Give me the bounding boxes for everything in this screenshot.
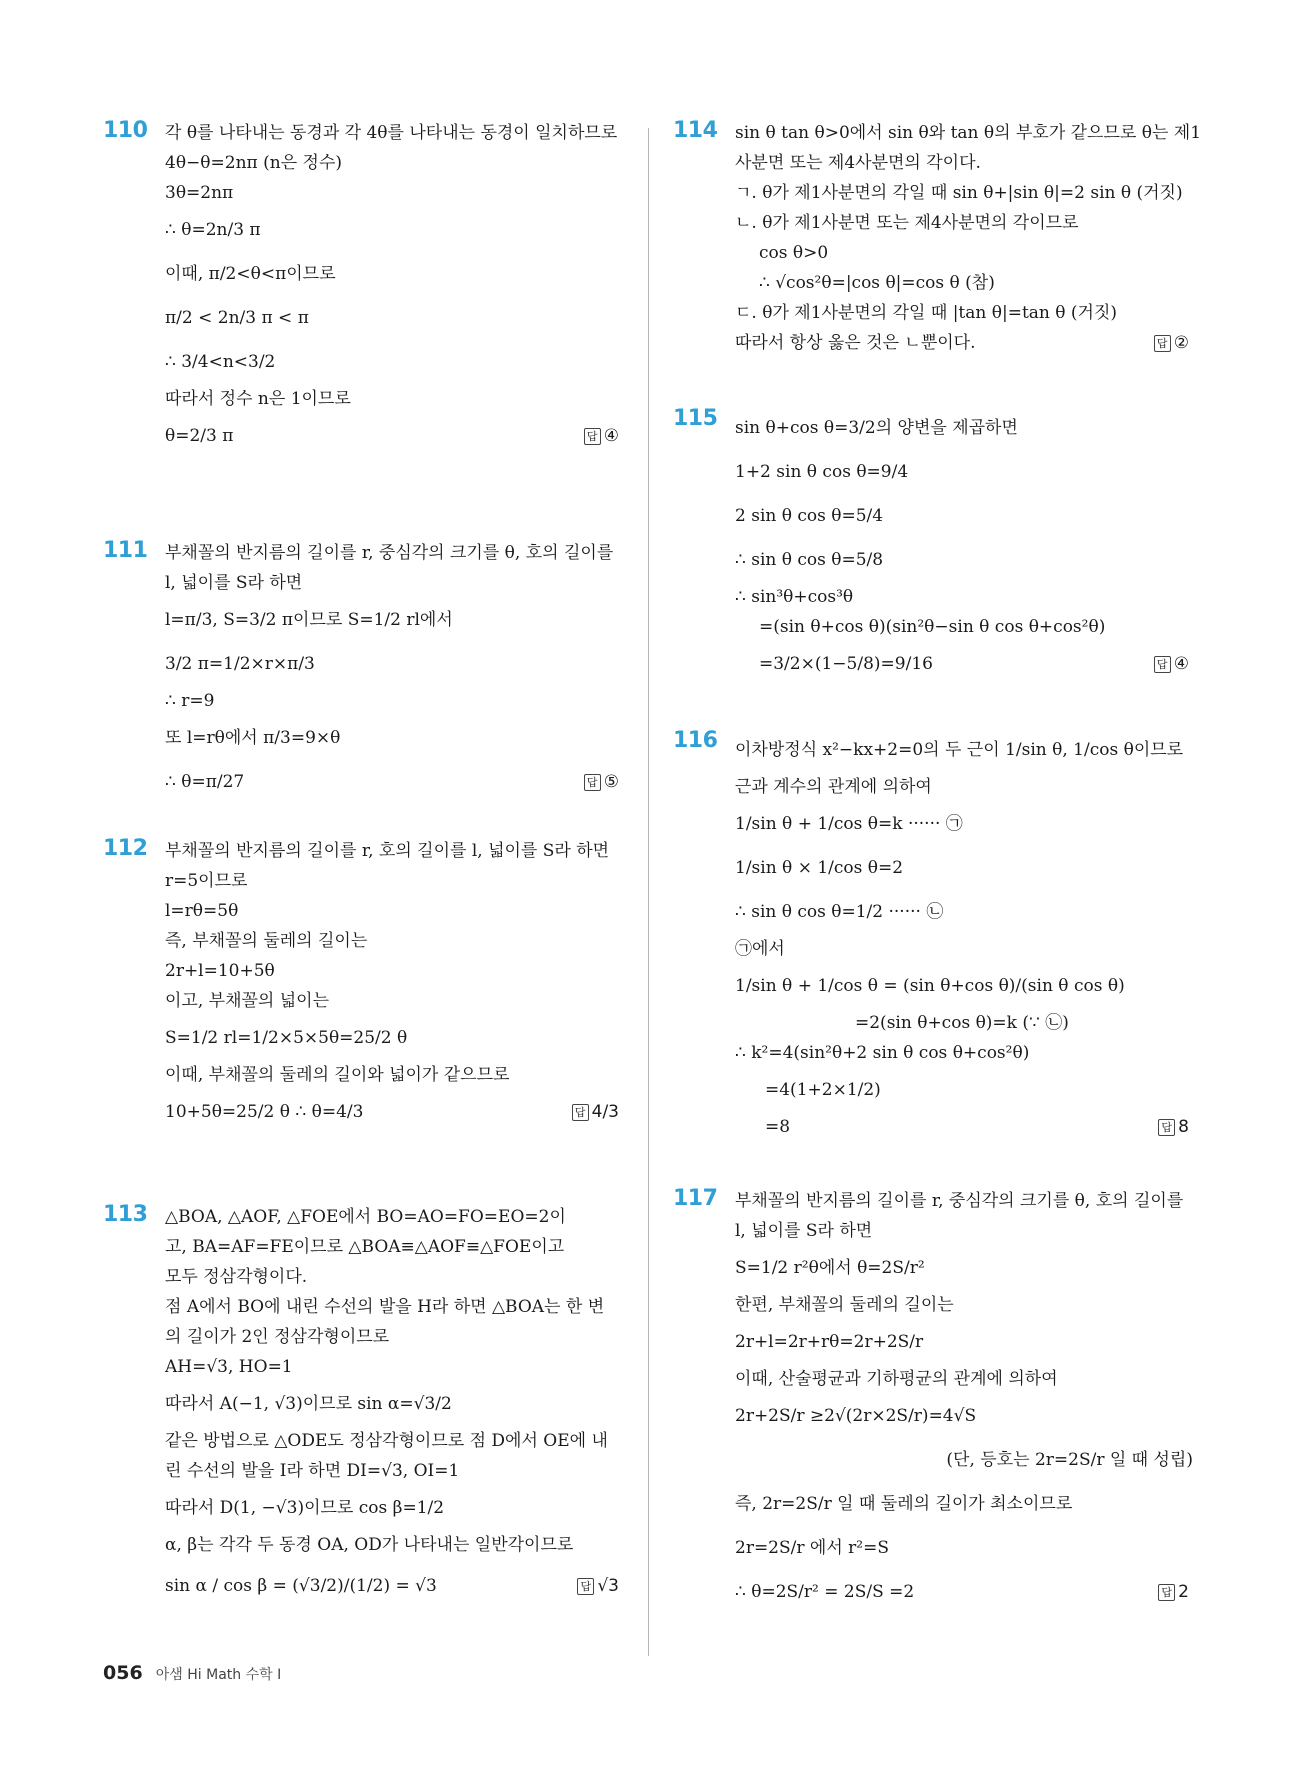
solution-text: 따라서 항상 옳은 것은 ㄴ뿐이다. <box>735 333 976 353</box>
answer <box>572 1090 619 1134</box>
solution-line <box>735 1570 1193 1614</box>
solution-line: 린 수선의 발을 I라 하면 DI=√3, OI=1 <box>165 1461 460 1481</box>
page-footer <box>103 1662 281 1684</box>
solution-line: 사분면 또는 제4사분면의 각이다. <box>735 153 981 173</box>
solution-body <box>735 406 1193 686</box>
solution-line: 같은 방법으로 △ODE도 정삼각형이므로 점 D에서 OE에 내 <box>165 1431 608 1451</box>
answer-icon: 답 <box>572 1104 589 1121</box>
problem-number: 113 <box>103 1202 148 1227</box>
solution-line: r=5이므로 <box>165 871 248 891</box>
solution-line: 1+2 sin θ cos θ=9/4 <box>735 462 909 482</box>
answer-icon: 답 <box>1158 1584 1175 1601</box>
book-title: 아샘 Hi Math 수학 I <box>155 1667 282 1683</box>
solution-line: 4θ−θ=2nπ (n은 정수) <box>165 153 342 173</box>
problem-number: 117 <box>673 1186 718 1211</box>
solution-line: l=rθ=5θ <box>165 901 239 921</box>
solution-line: 각 θ를 나타내는 동경과 각 4θ를 나타내는 동경이 일치하므로 <box>165 123 618 143</box>
solution-line: 따라서 정수 n은 1이므로 <box>165 389 351 409</box>
solution-line <box>165 760 623 804</box>
solution-line: cos θ>0 <box>759 243 829 263</box>
solution-line: 점 A에서 BO에 내린 수선의 발을 H라 하면 △BOA는 한 변 <box>165 1297 605 1317</box>
solution-line: l, 넓이를 S라 하면 <box>735 1221 873 1241</box>
solution-text: θ=2/3 π <box>165 426 234 446</box>
solution-line: ∴ sin³θ+cos³θ <box>735 587 854 607</box>
solution-line: =2(sin θ+cos θ)=k (∵ ㉡) <box>855 1013 1069 1033</box>
solution-line: 1/sin θ + 1/cos θ=k ······ ㉠ <box>735 814 963 834</box>
solution-line: 3/2 π=1/2×r×π/3 <box>165 654 315 674</box>
solution-line <box>735 328 1193 358</box>
solution-line: ∴ sin θ cos θ=1/2 ······ ㉡ <box>735 902 944 922</box>
problem-number: 111 <box>103 538 148 563</box>
answer <box>1154 328 1189 358</box>
solution-line: sin θ tan θ>0에서 sin θ와 tan θ의 부호가 같으므로 θ는 제1 <box>735 123 1202 143</box>
solution-line: 모두 정삼각형이다. <box>165 1267 308 1287</box>
solution-body <box>165 1202 623 1612</box>
solution-line: 고, BA=AF=FE이므로 △BOA≡△AOF≡△FOE이고 <box>165 1237 565 1257</box>
solution-line: 즉, 부채꼴의 둘레의 길이는 <box>165 931 368 951</box>
solution-body <box>735 728 1193 1142</box>
solution-line: 부채꼴의 반지름의 길이를 r, 중심각의 크기를 θ, 호의 길이를 <box>735 1191 1184 1211</box>
solution-line: ∴ r=9 <box>165 691 215 711</box>
solution-line <box>165 1090 623 1134</box>
solution-line: 이차방정식 x²−kx+2=0의 두 근이 1/sin θ, 1/cos θ이므로 <box>735 740 1184 760</box>
solution-line: 즉, 2r=2S/r 일 때 둘레의 길이가 최소이므로 <box>735 1494 1073 1514</box>
page-number: 056 <box>103 1662 143 1684</box>
solution-line: AH=√3, HO=1 <box>165 1357 293 1377</box>
solution-text: =8 <box>765 1117 791 1137</box>
solution-body <box>165 118 623 458</box>
solution-line: 이때, 부채꼴의 둘레의 길이와 넓이가 같으므로 <box>165 1065 510 1085</box>
solution-line: ㄷ. θ가 제1사분면의 각일 때 |tan θ|=tan θ (거짓) <box>735 303 1118 323</box>
solution-text: sin α / cos β = (√3/2)/(1/2) = √3 <box>165 1576 437 1596</box>
answer-value: ② <box>1173 333 1189 353</box>
solution-line: ∴ k²=4(sin²θ+2 sin θ cos θ+cos²θ) <box>735 1043 1030 1063</box>
answer-icon: 답 <box>584 774 601 791</box>
solution-line: 의 길이가 2인 정삼각형이므로 <box>165 1327 390 1347</box>
solution-text: =3/2×(1−5/8)=9/16 <box>759 654 933 674</box>
solution-line: 2r+l=10+5θ <box>165 961 275 981</box>
solution-line: 2r+l=2r+rθ=2r+2S/r <box>735 1332 924 1352</box>
solution-line: sin θ+cos θ=3/2의 양변을 제곱하면 <box>735 418 1018 438</box>
solution-line: 이때, π/2<θ<π이므로 <box>165 264 336 284</box>
solution-line: 2 sin θ cos θ=5/4 <box>735 506 884 526</box>
solution-line: 3θ=2nπ <box>165 183 234 203</box>
solution-text: ∴ θ=π/27 <box>165 772 245 792</box>
solution-line: △BOA, △AOF, △FOE에서 BO=AO=FO=EO=2이 <box>165 1207 566 1227</box>
answer-icon: 답 <box>1158 1119 1175 1136</box>
solution-line: ∴ √cos²θ=|cos θ|=cos θ (참) <box>759 273 995 293</box>
solution-line: 2r+2S/r ≥2√(2r×2S/r)=4√S <box>735 1406 977 1426</box>
solution-line <box>165 1560 623 1612</box>
answer <box>584 760 619 804</box>
answer-icon: 답 <box>577 1578 594 1595</box>
answer-value: 2 <box>1178 1582 1189 1602</box>
answer <box>584 414 619 458</box>
problem-number: 115 <box>673 406 718 431</box>
solution-body <box>735 118 1202 358</box>
solution-line <box>165 414 623 458</box>
answer-icon: 답 <box>584 428 601 445</box>
solution-line: 부채꼴의 반지름의 길이를 r, 중심각의 크기를 θ, 호의 길이를 <box>165 543 614 563</box>
solution-line: =(sin θ+cos θ)(sin²θ−sin θ cos θ+cos²θ) <box>759 617 1106 637</box>
solution-line <box>735 642 1193 686</box>
solution-line: 이고, 부채꼴의 넓이는 <box>165 991 330 1011</box>
solution-body <box>165 538 623 804</box>
problem-number: 114 <box>673 118 718 143</box>
solution-line: 2r=2S/r 에서 r²=S <box>735 1538 889 1558</box>
column-divider <box>648 128 649 1656</box>
solution-line: l=π/3, S=3/2 π이므로 S=1/2 rl에서 <box>165 610 453 630</box>
solution-line: π/2 < 2n/3 π < π <box>165 308 309 328</box>
solution-line: 한편, 부채꼴의 둘레의 길이는 <box>735 1295 954 1315</box>
solution-line: =4(1+2×1/2) <box>765 1080 881 1100</box>
solution-text: 10+5θ=25/2 θ ∴ θ=4/3 <box>165 1102 364 1122</box>
answer <box>1158 1570 1189 1614</box>
solution-line: 따라서 D(1, −√3)이므로 cos β=1/2 <box>165 1498 445 1518</box>
solution-line: (단, 등호는 2r=2S/r 일 때 성립) <box>946 1450 1193 1470</box>
solution-line: 1/sin θ + 1/cos θ = (sin θ+cos θ)/(sin θ cos θ) <box>735 976 1125 996</box>
answer-icon: 답 <box>1154 656 1171 673</box>
solution-line: 부채꼴의 반지름의 길이를 r, 호의 길이를 l, 넓이를 S라 하면 <box>165 841 610 861</box>
solution-line: ㄴ. θ가 제1사분면 또는 제4사분면의 각이므로 <box>735 213 1079 233</box>
answer <box>1158 1112 1189 1142</box>
solution-line: α, β는 각각 두 동경 OA, OD가 나타내는 일반각이므로 <box>165 1535 574 1555</box>
solution-line <box>735 1112 1193 1142</box>
solution-body <box>735 1186 1193 1614</box>
solution-line: S=1/2 r²θ에서 θ=2S/r² <box>735 1258 925 1278</box>
solution-line: ㉠에서 <box>735 939 785 959</box>
solution-line: l, 넓이를 S라 하면 <box>165 573 303 593</box>
answer-value: ⑤ <box>603 772 619 792</box>
problem-number: 112 <box>103 836 148 861</box>
solution-line: ∴ 3/4<n<3/2 <box>165 352 276 372</box>
solution-line: 따라서 A(−1, √3)이므로 sin α=√3/2 <box>165 1394 452 1414</box>
solution-body <box>165 836 623 1134</box>
answer <box>577 1560 619 1612</box>
solution-line: ∴ sin θ cos θ=5/8 <box>735 550 884 570</box>
answer-icon: 답 <box>1154 335 1171 352</box>
answer-value: √3 <box>597 1576 619 1596</box>
answer-value: 8 <box>1178 1117 1189 1137</box>
answer-value: ④ <box>603 426 619 446</box>
solution-line: 이때, 산술평균과 기하평균의 관계에 의하여 <box>735 1369 1058 1389</box>
solution-text: ∴ θ=2S/r² = 2S/S =2 <box>735 1582 915 1602</box>
solution-line: 또 l=rθ에서 π/3=9×θ <box>165 728 341 748</box>
solution-line: 1/sin θ × 1/cos θ=2 <box>735 858 904 878</box>
answer-value: 4/3 <box>591 1102 619 1122</box>
solution-line: 근과 계수의 관계에 의하여 <box>735 777 932 797</box>
solution-line: ㄱ. θ가 제1사분면의 각일 때 sin θ+|sin θ|=2 sin θ (거짓) <box>735 183 1183 203</box>
problem-number: 110 <box>103 118 148 143</box>
answer-value: ④ <box>1173 654 1189 674</box>
solution-line: ∴ θ=2n/3 π <box>165 220 261 240</box>
solution-line: S=1/2 rl=1/2×5×5θ=25/2 θ <box>165 1028 408 1048</box>
problem-number: 116 <box>673 728 718 753</box>
answer <box>1154 642 1189 686</box>
